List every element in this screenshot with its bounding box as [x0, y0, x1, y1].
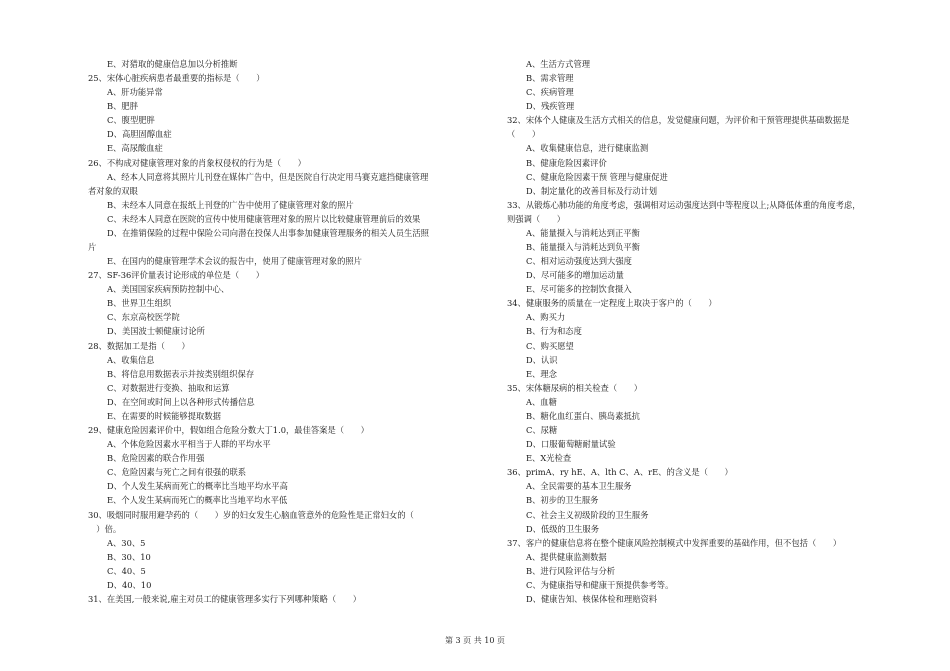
- answer-option: E、在国内的健康管理学术会议的报告中，使用了健康管理对象的照片: [107, 256, 362, 267]
- question-line: 26、不构成对健康管理对象的肖象权侵权的行为是（ ）: [88, 157, 306, 168]
- answer-option: C、东京高校医学院: [107, 312, 180, 323]
- answer-option: C、未经本人同意在医院的宣传中使用健康管理对象的照片以比较健康管理前后的效果: [107, 213, 421, 224]
- question-line: 34、健康服务的质量在一定程度上取决于客户的（ ）: [507, 298, 717, 309]
- question-line: 31、在美国,一般来说,雇主对员工的健康管理多实行下列哪种策略（ ）: [88, 593, 362, 604]
- answer-option: E、尽可能多的控制饮食摄入: [526, 284, 632, 295]
- answer-option: B、肥胖: [107, 101, 138, 112]
- answer-option: E、在需要的时候能够提取数据: [107, 410, 221, 421]
- answer-option: B、未经本人同意在报纸上刊登的广告中使用了健康管理对象的照片: [107, 199, 354, 210]
- question-line: 29、健康危险因素评价中，假如组合危险分数大丁1.0，最佳答案是（ ）: [88, 425, 369, 436]
- continuation-line: 片: [88, 242, 97, 253]
- answer-option: C、40、5: [107, 565, 146, 576]
- answer-option: D、低级的卫生服务: [526, 523, 600, 534]
- continuation-line: 者对象的双眼: [88, 185, 138, 196]
- page-footer: 第 3 页 共 10 页: [445, 636, 505, 645]
- question-line: 37、客户的健康信息将在整个健康风险控制模式中发挥重要的基础作用，但不包括（ ）: [507, 537, 842, 548]
- question-line: 则强调（ ）: [507, 213, 566, 224]
- answer-option: D、制定量化的改善目标及行动计划: [526, 185, 658, 196]
- question-line: 25、宋体心脏疾病患者最重要的指标是（ ）: [88, 73, 265, 84]
- answer-option: D、口服葡萄糖耐量试验: [526, 439, 616, 450]
- answer-option: D、在空间或时间上以各种形式传播信息: [107, 396, 255, 407]
- question-line: 35、宋体糖尿病的相关检查（ ）: [507, 382, 643, 393]
- answer-option: A、全民需要的基本卫生服务: [526, 481, 632, 492]
- answer-option: A、能量摄入与消耗达到正平衡: [526, 227, 640, 238]
- answer-option: A、血糖: [526, 396, 557, 407]
- answer-option: C、社会主义初级阶段的卫生服务: [526, 509, 649, 520]
- answer-option: D、健康告知、核保体检和理赔资料: [526, 593, 658, 604]
- answer-option: E、X光检查: [526, 453, 572, 464]
- question-line: 33、从锻炼心肺功能的角度考虑，强调相对运动强度达到中等程度以上;从降低体重的角度考虑，: [507, 199, 861, 210]
- answer-option: C、疾病管理: [526, 87, 574, 98]
- answer-option: C、购买愿望: [526, 340, 574, 351]
- answer-option: A、提供健康监测数据: [526, 551, 607, 562]
- answer-option: B、将信息用数据表示并按类别组织保存: [107, 368, 255, 379]
- question-line: 28、数据加工是指（ ）: [88, 340, 190, 351]
- answer-option: E、理念: [526, 368, 557, 379]
- question-line: 27、SF-36评价量表讨论形成的单位是（ ）: [88, 270, 265, 281]
- answer-option: B、初步的卫生服务: [526, 495, 599, 506]
- question-line: （ ）: [507, 129, 541, 140]
- answer-option: A、购买力: [526, 312, 566, 323]
- answer-option: D、美国波士顿健康讨论所: [107, 326, 205, 337]
- answer-option: B、健康危险因素评价: [526, 157, 607, 168]
- question-line: 30、吸烟同时服用避孕药的（ ）岁的妇女发生心脑血管意外的危险性是正常妇女的（: [88, 509, 414, 520]
- answer-option: B、进行风险评估与分析: [526, 565, 616, 576]
- answer-option: E、个人发生某病而死亡的概率比当地平均水平低: [107, 495, 288, 506]
- answer-option: D、认识: [526, 354, 558, 365]
- answer-option: C、相对运动强度达到大强度: [526, 256, 632, 267]
- answer-option: B、世界卫生组织: [107, 298, 172, 309]
- answer-option: A、30、5: [107, 537, 146, 548]
- right-column: [507, 57, 907, 606]
- answer-option: E、对猎取的健康信息加以分析推断: [107, 59, 238, 69]
- answer-option: C、腹型肥胖: [107, 115, 155, 126]
- answer-option: A、个体危险因素水平相当于人群的平均水平: [107, 439, 271, 450]
- answer-option: A、肝功能异常: [107, 87, 163, 98]
- answer-option: C、为健康指导和健康干预提供参考等。: [526, 579, 674, 590]
- answer-option: A、收集健康信息，进行健康监测: [526, 143, 649, 154]
- answer-option: D、尽可能多的增加运动量: [526, 270, 624, 281]
- answer-option: B、能量摄入与消耗达到负平衡: [526, 242, 640, 253]
- question-line: 32、宋体个人健康及生活方式相关的信息，发觉健康问题，为评价和干预管理提供基础数据是: [507, 115, 850, 126]
- answer-option: C、健康危险因素干预 管理与健康促进: [526, 171, 668, 182]
- answer-option: B、30、10: [107, 551, 151, 562]
- answer-option: D、在推销保险的过程中保险公司向潜在投保人出事参加健康管理服务的相关人员生活照: [107, 227, 429, 238]
- answer-option: C、危险因素与死亡之间有很强的联系: [107, 467, 247, 478]
- answer-option: C、对数据进行变换、抽取和运算: [107, 382, 230, 393]
- question-line: 36、primA、ry hE、A、lth C、A、rE、的含义是（ ）: [507, 467, 733, 478]
- answer-option: B、危险因素的联合作用强: [107, 453, 205, 464]
- answer-option: A、生活方式管理: [526, 59, 591, 69]
- answer-option: D、个人发生某病而死亡的概率比当地平均水平高: [107, 481, 288, 492]
- answer-option: B、需求管理: [526, 73, 574, 84]
- answer-option: A、收集信息: [107, 354, 155, 365]
- answer-option: E、高尿酸血症: [107, 143, 163, 154]
- answer-option: D、40、10: [107, 579, 152, 590]
- answer-option: D、高胆固醇血症: [107, 129, 172, 140]
- answer-option: B、糖化血红蛋白、胰岛素抵抗: [526, 410, 640, 421]
- left-column: [88, 57, 488, 606]
- answer-option: C、尿糖: [526, 425, 558, 436]
- question-line: ）倍。: [88, 523, 122, 534]
- answer-option: A、经本人同意将其照片儿刊登在媒体广告中，但是医院自行决定用马赛克遮挡健康管理: [107, 171, 429, 182]
- answer-option: B、行为和态度: [526, 326, 582, 337]
- answer-option: A、美国国家疾病预防控制中心、: [107, 284, 230, 295]
- answer-option: D、残疾管理: [526, 101, 575, 112]
